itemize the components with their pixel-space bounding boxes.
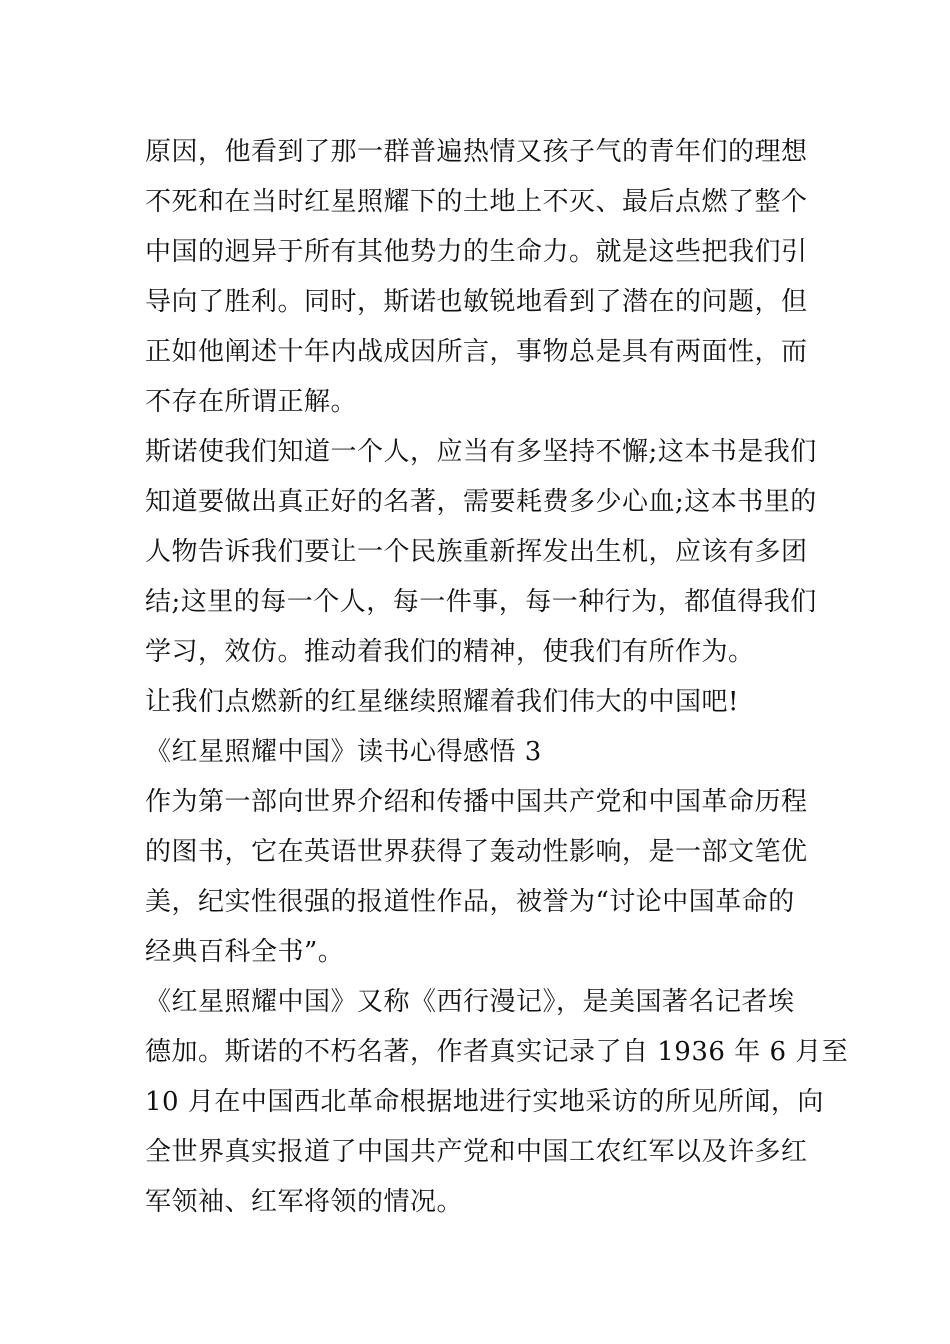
text-line: 原因，他看到了那一群普遍热情又孩子气的青年们的理想 bbox=[145, 137, 808, 167]
text-line: 知道要做出真正好的名著，需要耗费多少心血;这本书里的 bbox=[145, 487, 817, 517]
text-line: 人物告诉我们要让一个民族重新挥发出生机，应该有多团 bbox=[145, 537, 808, 567]
text-line: 军领袖、红军将领的情况。 bbox=[145, 1187, 464, 1217]
text-line: 《红星照耀中国》又称《西行漫记》，是美国著名记者埃 bbox=[145, 987, 795, 1017]
text-line: 经典百科全书”。 bbox=[145, 937, 345, 967]
text-line: 全世界真实报道了中国共产党和中国工农红军以及许多红 bbox=[145, 1137, 808, 1167]
text-line: 美，纪实性很强的报道性作品，被誉为“讨论中国革命的 bbox=[145, 887, 795, 917]
text-line: 的图书，它在英语世界获得了轰动性影响，是一部文笔优 bbox=[145, 837, 808, 867]
text-line: 正如他阐述十年内战成因所言，事物总是具有两面性，而 bbox=[145, 337, 808, 367]
text-line: 10 月在中国西北革命根据地进行实地采访的所见所闻，向 bbox=[145, 1087, 824, 1117]
text-line: 让我们点燃新的红星继续照耀着我们伟大的中国吧! bbox=[145, 687, 739, 717]
text-line: 中国的迥异于所有其他势力的生命力。就是这些把我们引 bbox=[145, 237, 808, 267]
text-line: 作为第一部向世界介绍和传播中国共产党和中国革命历程 bbox=[145, 787, 808, 817]
text-line: 德加。斯诺的不朽名著，作者真实记录了自 1936 年 6 月至 bbox=[145, 1037, 849, 1067]
text-line: 导向了胜利。同时，斯诺也敏锐地看到了潜在的问题，但 bbox=[145, 287, 808, 317]
text-line: 不存在所谓正解。 bbox=[145, 387, 358, 417]
text-line: 学习，效仿。推动着我们的精神，使我们有所作为。 bbox=[145, 637, 755, 667]
section-heading: 《红星照耀中国》读书心得感悟 3 bbox=[145, 737, 542, 767]
text-line: 结;这里的每一个人，每一件事，每一种行为，都值得我们 bbox=[145, 587, 817, 617]
text-line: 不死和在当时红星照耀下的土地上不灭、最后点燃了整个 bbox=[145, 187, 808, 217]
text-line: 斯诺使我们知道一个人，应当有多坚持不懈;这本书是我们 bbox=[145, 437, 817, 467]
